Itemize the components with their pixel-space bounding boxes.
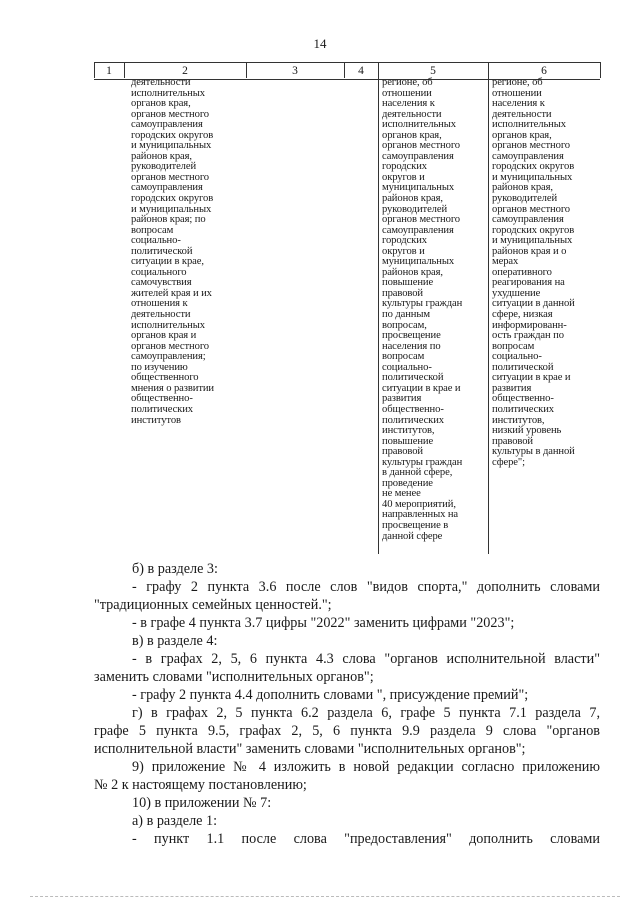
footer-divider [30,896,620,897]
table-cell-col2: деятельности исполнительных органов края, органов местного самоуправления городских округов и муниципальных районов края, руководителей органов местного самоуправления городских округов и муниципальных районов края; по вопросам социально- политической ситуации в крае, социального самочувствия жителей края и их отношения к деятельности исполнительных органов края и органов местного самоуправления; по изучению общественного мнения о развитии общественно- политических институтов [131,77,215,426]
table-divider-1 [124,62,125,78]
header-col-4: 4 [358,65,364,77]
paragraph: заменить словами "исполнительных органов"; [94,669,374,685]
table-cell-col6: регионе, об отношении населения к деятельности исполнительных органов края, органов местного самоуправления городских округов и муниципальных районов края, руководителей органов местного самоуправления городских округов и муниципальных районов края и о мерах оперативного реагирования на ухудшение ситуации в данной сфере, низкая информированн- ость граждан по вопросам социально- политической ситуации в крае и развития общественно- политических институтов, низкий уровень правовой культуры в данной сфере"; [492,77,575,468]
paragraph: - в графе 4 пункта 3.7 цифры "2022" заменить цифрами "2023"; [132,615,515,631]
page-number: 14 [313,36,327,51]
paragraph: а) в разделе 1: [132,813,218,829]
paragraph: в) в разделе 4: [132,633,218,649]
paragraph: исполнительной власти" заменить словами "исполнительных органов"; [94,741,526,757]
header-col-5: 5 [430,65,436,77]
table-cell-col5: регионе, об отношении населения к деятельности исполнительных органов края, органов местного самоуправления городских округов и муниципальных районов края, руководителей органов местного самоуправления городских округов и муниципальных районов края, повышение правовой культуры граждан по данным вопросам, просвещение населения по вопросам социально- политической ситуации в крае и развития общественно- политических институтов, повышение правовой культуры граждан в данной сфере, проведение не менее 40 мероприятий, направленных на просвещение в данной сфере [382,77,463,542]
paragraph: - графу 2 пункта 4.4 дополнить словами ", присуждение премий"; [132,687,529,703]
paragraph: - в графах 2, 5, 6 пункта 4.3 слова "органов исполнительной власти" [132,651,600,667]
paragraph: - пункт 1.1 после слова "предоставления" дополнить словами [132,831,600,847]
table-divider-3 [344,62,345,78]
paragraph: 10) в приложении № 7: [132,795,272,811]
paragraph: "традиционных семейных ценностей."; [94,597,332,613]
paragraph: б) в разделе 3: [132,561,218,577]
table-border-left [94,62,95,78]
paragraph: графе 5 пункта 9.5, графах 2, 5, 6 пункта 9.9 раздела 9 слова "органов [94,723,600,739]
table-divider-2 [246,62,247,78]
table-divider-4 [378,62,379,554]
header-col-1: 1 [106,65,112,77]
table-border-right [600,62,601,78]
table-divider-5 [488,62,489,554]
header-col-3: 3 [292,65,298,77]
paragraph: № 2 к настоящему постановлению; [94,777,307,793]
paragraph: 9) приложение № 4 изложить в новой редакции согласно приложению [132,759,600,775]
header-col-2: 2 [182,65,188,77]
paragraph: - графу 2 пункта 3.6 после слов "видов спорта," дополнить словами [132,579,600,595]
paragraph: г) в графах 2, 5 пункта 6.2 раздела 6, графе 5 пункта 7.1 раздела 7, [132,705,600,721]
data-table [94,62,600,554]
header-col-6: 6 [541,65,547,77]
